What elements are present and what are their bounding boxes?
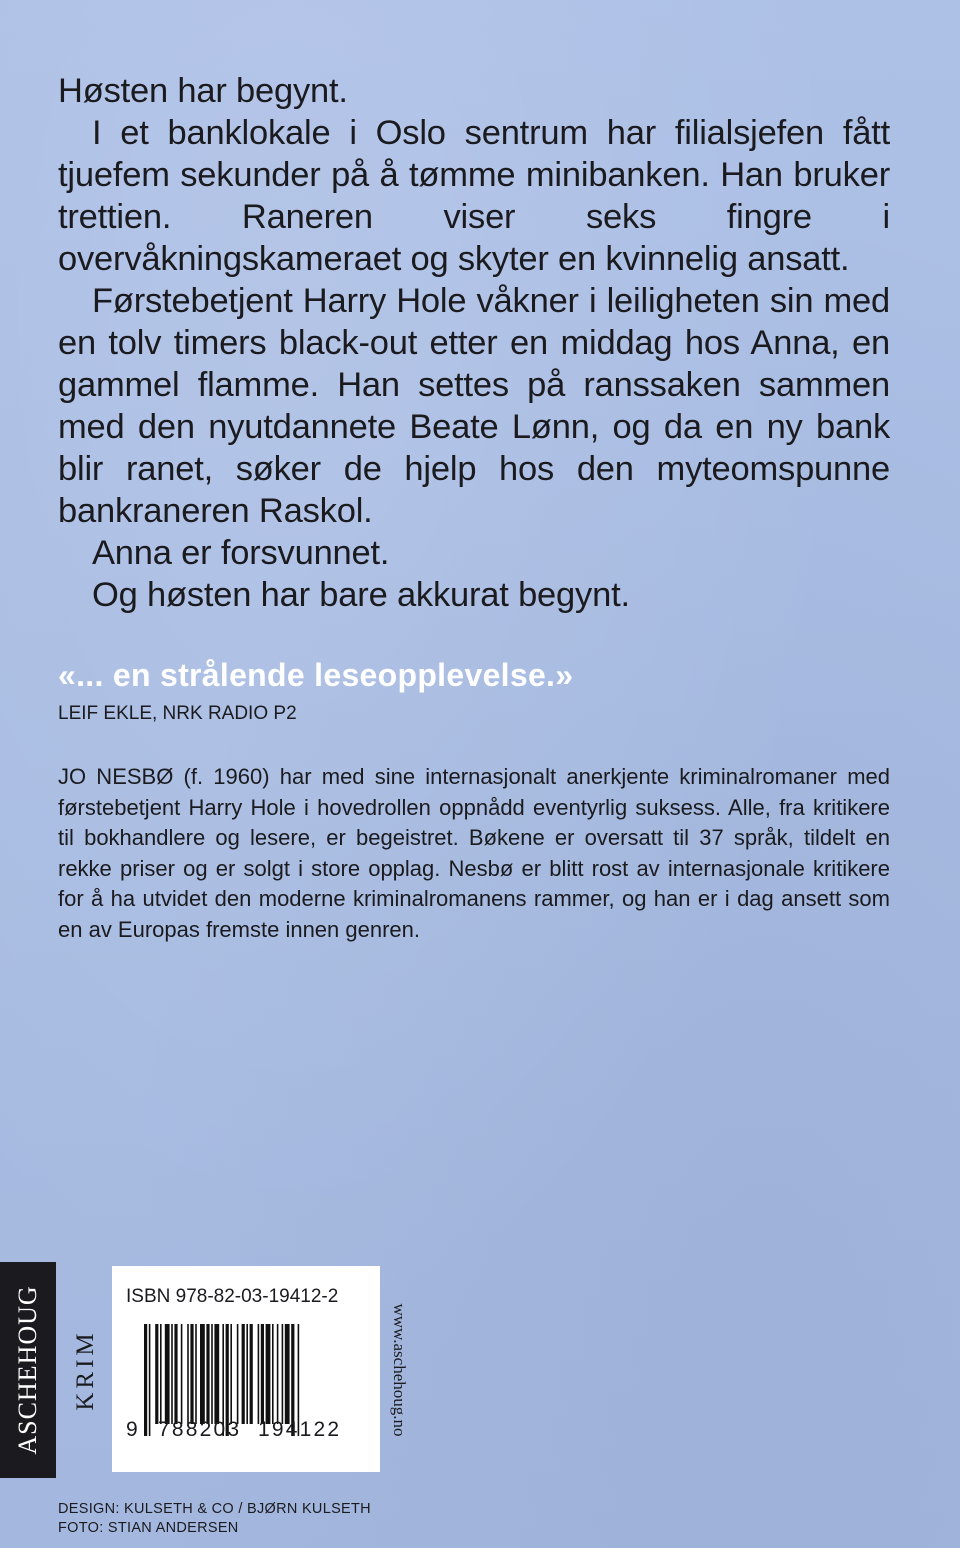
barcode-bar: [206, 1324, 209, 1424]
barcode-bar: [214, 1324, 219, 1424]
barcode-digits-right: 194122: [258, 1418, 342, 1441]
barcode-bar: [155, 1324, 158, 1424]
barcode-bar: [246, 1324, 248, 1424]
barcode-digits: [112, 1418, 380, 1448]
barcode-panel: [112, 1266, 380, 1472]
blurb-paragraph: Og høsten har bare akkurat begynt.: [92, 576, 630, 614]
barcode-bar: [195, 1324, 197, 1424]
barcode-digit-first: 9: [126, 1418, 140, 1441]
barcode-bar: [285, 1324, 290, 1424]
publisher-logo: ASCHEHOUG: [13, 1285, 42, 1455]
barcode-bar: [277, 1324, 279, 1424]
barcode-bar: [165, 1324, 170, 1424]
publisher-strip: [0, 1262, 56, 1478]
credits: [58, 1500, 371, 1538]
review-quote: «... en strålende leseopplevelse.»: [58, 657, 574, 693]
barcode-bar: [237, 1324, 239, 1424]
genre-label: KRIM: [72, 1329, 99, 1411]
barcode-bar: [211, 1324, 213, 1424]
barcode-bar: [272, 1324, 274, 1424]
barcode-bar: [181, 1324, 183, 1424]
publisher-website: www.aschehoug.no: [390, 1303, 409, 1437]
barcode-digits-left: 788203: [158, 1418, 242, 1441]
barcode-bar: [160, 1324, 162, 1424]
author-bio: JO NESBØ (f. 1960) har med sine internasjonalt anerkjente kriminalromaner med førstebetjent Harry Hole i hovedrollen oppnådd eventyrlig suksess. Alle, fra kritikere til bokhandlere og lesere, er begeistret. Bøkene er oversatt til 37 språk, tildelt en rekke priser og er solgt i store opplag. Nesbø er blitt rost av internasjonale kritikere for å ha utvidet den moderne kriminalromanens rammer, og han er i dag ansett som en av Europas fremste innen genren.: [58, 764, 890, 942]
barcode-bar: [242, 1324, 245, 1424]
blurb-paragraph: I et banklokale i Oslo sentrum har filialsjefen fått tjuefem sekunder på å tømme minibanken. Han bruker trettien. Raneren viser seks fingre i overvåkningskameraet og skyter en kvinnelig ansatt.: [58, 114, 890, 278]
barcode-bar: [258, 1324, 260, 1424]
barcode-bar: [200, 1324, 205, 1424]
blurb-paragraph: Førstebetjent Harry Hole våkner i leiligheten sin med en tolv timers black-out etter en middag hos Anna, en gammel flamme. Han settes på ranssaken sammen med den nyutdannete Beate Lønn, og da en ny bank blir ranet, søker de hjelp hos den myteomspunne bankraneren Raskol.: [58, 282, 890, 530]
barcode-bar: [171, 1324, 173, 1424]
barcode-bar: [261, 1324, 264, 1424]
review-source: LEIF EKLE, NRK RADIO P2: [58, 703, 297, 724]
photo-credit: FOTO: STIAN ANDERSEN: [58, 1520, 239, 1536]
barcode-bar: [187, 1324, 189, 1424]
barcode-bar: [250, 1324, 253, 1424]
barcode-bar: [174, 1324, 177, 1424]
isbn-label: ISBN 978-82-03-19412-2: [126, 1286, 339, 1307]
blurb-paragraph: Høsten har begynt.: [58, 72, 348, 110]
barcode-bar: [282, 1324, 284, 1424]
blurb-paragraph: Anna er forsvunnet.: [92, 534, 390, 572]
barcode-bar: [190, 1324, 193, 1424]
barcode-bar: [266, 1324, 271, 1424]
barcode-bar: [230, 1324, 232, 1424]
book-blurb: [58, 70, 890, 616]
design-credit: DESIGN: KULSETH & CO / BJØRN KULSETH: [58, 1501, 371, 1517]
